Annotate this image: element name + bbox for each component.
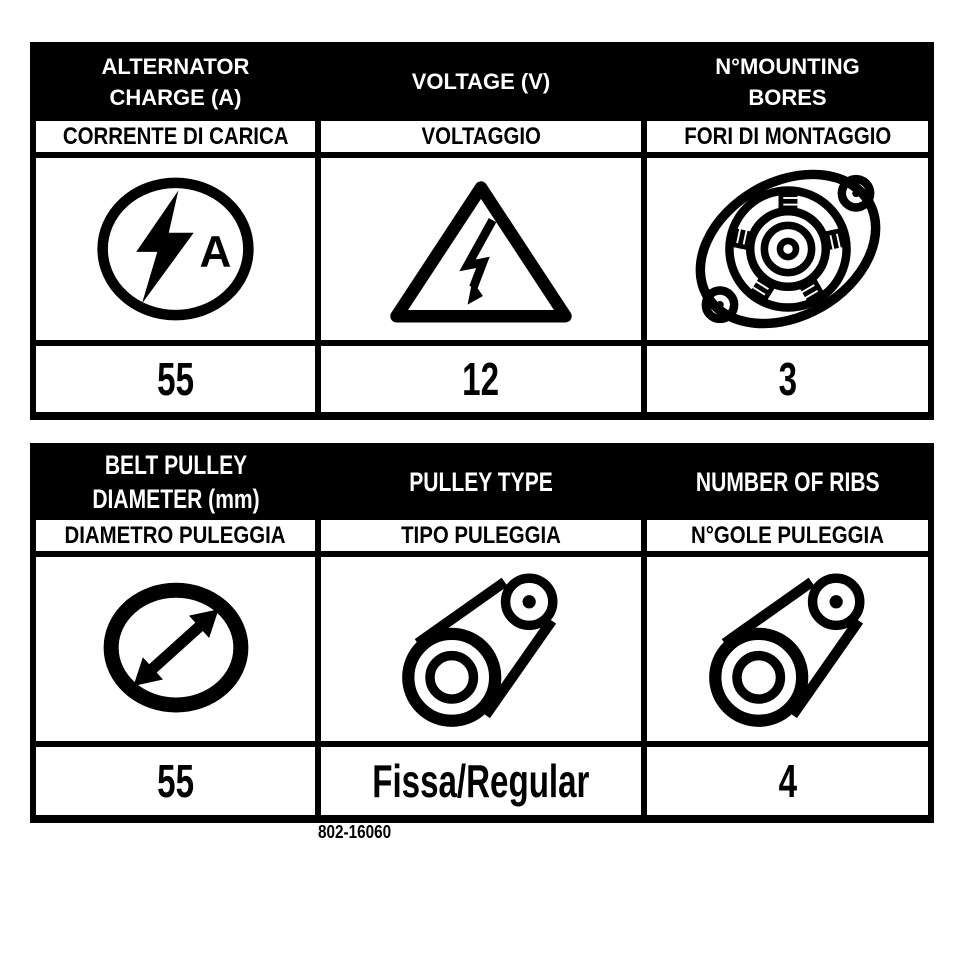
value-pulley-type: Fissa/Regular bbox=[372, 755, 590, 807]
value-bores: 3 bbox=[778, 353, 797, 405]
header-cell-number-of-ribs bbox=[647, 449, 928, 514]
spec-table-electrical bbox=[30, 42, 934, 420]
icon-cell-belt-ribs bbox=[647, 557, 928, 741]
subtitle-cell-tipo bbox=[321, 520, 641, 551]
subtitle-cell-fori bbox=[647, 121, 928, 152]
header-cell-mounting-bores bbox=[647, 48, 928, 115]
subtitle-label-gole: N°GOLE PULEGGIA bbox=[691, 521, 884, 549]
spec-table-pulley bbox=[30, 443, 934, 823]
subtitle-label-voltaggio: VOLTAGGIO bbox=[421, 122, 541, 150]
subtitle-cell-voltaggio bbox=[321, 121, 641, 152]
subtitle-label-corrente: CORRENTE DI CARICA bbox=[62, 122, 289, 150]
header-cell-pulley-type bbox=[321, 449, 641, 514]
high-voltage-warning-icon bbox=[385, 172, 577, 326]
value-cell-charge bbox=[36, 346, 315, 412]
header-label-mounting-bores: N°MOUNTING BORES bbox=[715, 53, 860, 110]
alternator-mounting-bores-icon bbox=[684, 164, 892, 334]
subtitle-label-tipo: TIPO PULEGGIA bbox=[401, 521, 561, 549]
icon-cell-amp-charge bbox=[36, 158, 315, 340]
header-label-number-of-ribs: NUMBER OF RIBS bbox=[695, 466, 880, 497]
value-charge: 55 bbox=[157, 353, 194, 405]
value-voltage: 12 bbox=[462, 353, 500, 405]
amp-charge-icon bbox=[94, 177, 257, 321]
icon-cell-pulley-diameter bbox=[36, 557, 315, 741]
value-cell-diameter bbox=[36, 747, 315, 815]
header-label-pulley-type: PULLEY TYPE bbox=[409, 466, 553, 497]
header-label-alternator-charge: ALTERNATOR CHARGE (A) bbox=[101, 53, 250, 110]
header-cell-alternator-charge bbox=[36, 48, 315, 115]
subtitle-label-diametro: DIAMETRO PULEGGIA bbox=[64, 521, 286, 549]
value-ribs: 4 bbox=[778, 755, 797, 807]
header-label-voltage: VOLTAGE (V) bbox=[411, 69, 551, 94]
value-cell-voltage bbox=[321, 346, 641, 412]
subtitle-cell-gole bbox=[647, 520, 928, 551]
subtitle-cell-diametro bbox=[36, 520, 315, 551]
svg-text:A: A bbox=[199, 228, 232, 278]
icon-cell-mounting-bores bbox=[647, 158, 928, 340]
pulley-diameter-icon bbox=[96, 579, 256, 720]
value-cell-bores bbox=[647, 346, 928, 412]
value-cell-ribs bbox=[647, 747, 928, 815]
belt-pulley-icon bbox=[391, 564, 571, 734]
header-cell-voltage bbox=[321, 48, 641, 115]
icon-cell-high-voltage bbox=[321, 158, 641, 340]
icon-cell-belt-pulley bbox=[321, 557, 641, 741]
belt-ribs-icon bbox=[698, 564, 878, 734]
part-number: 802-16060 bbox=[318, 822, 392, 842]
header-cell-pulley-diameter bbox=[36, 449, 315, 514]
subtitle-cell-corrente bbox=[36, 121, 315, 152]
value-diameter: 55 bbox=[157, 755, 194, 807]
header-label-pulley-diameter: BELT PULLEY DIAMETER (mm) bbox=[91, 449, 260, 514]
value-cell-pulley-type bbox=[321, 747, 641, 815]
subtitle-label-fori: FORI DI MONTAGGIO bbox=[683, 122, 891, 150]
